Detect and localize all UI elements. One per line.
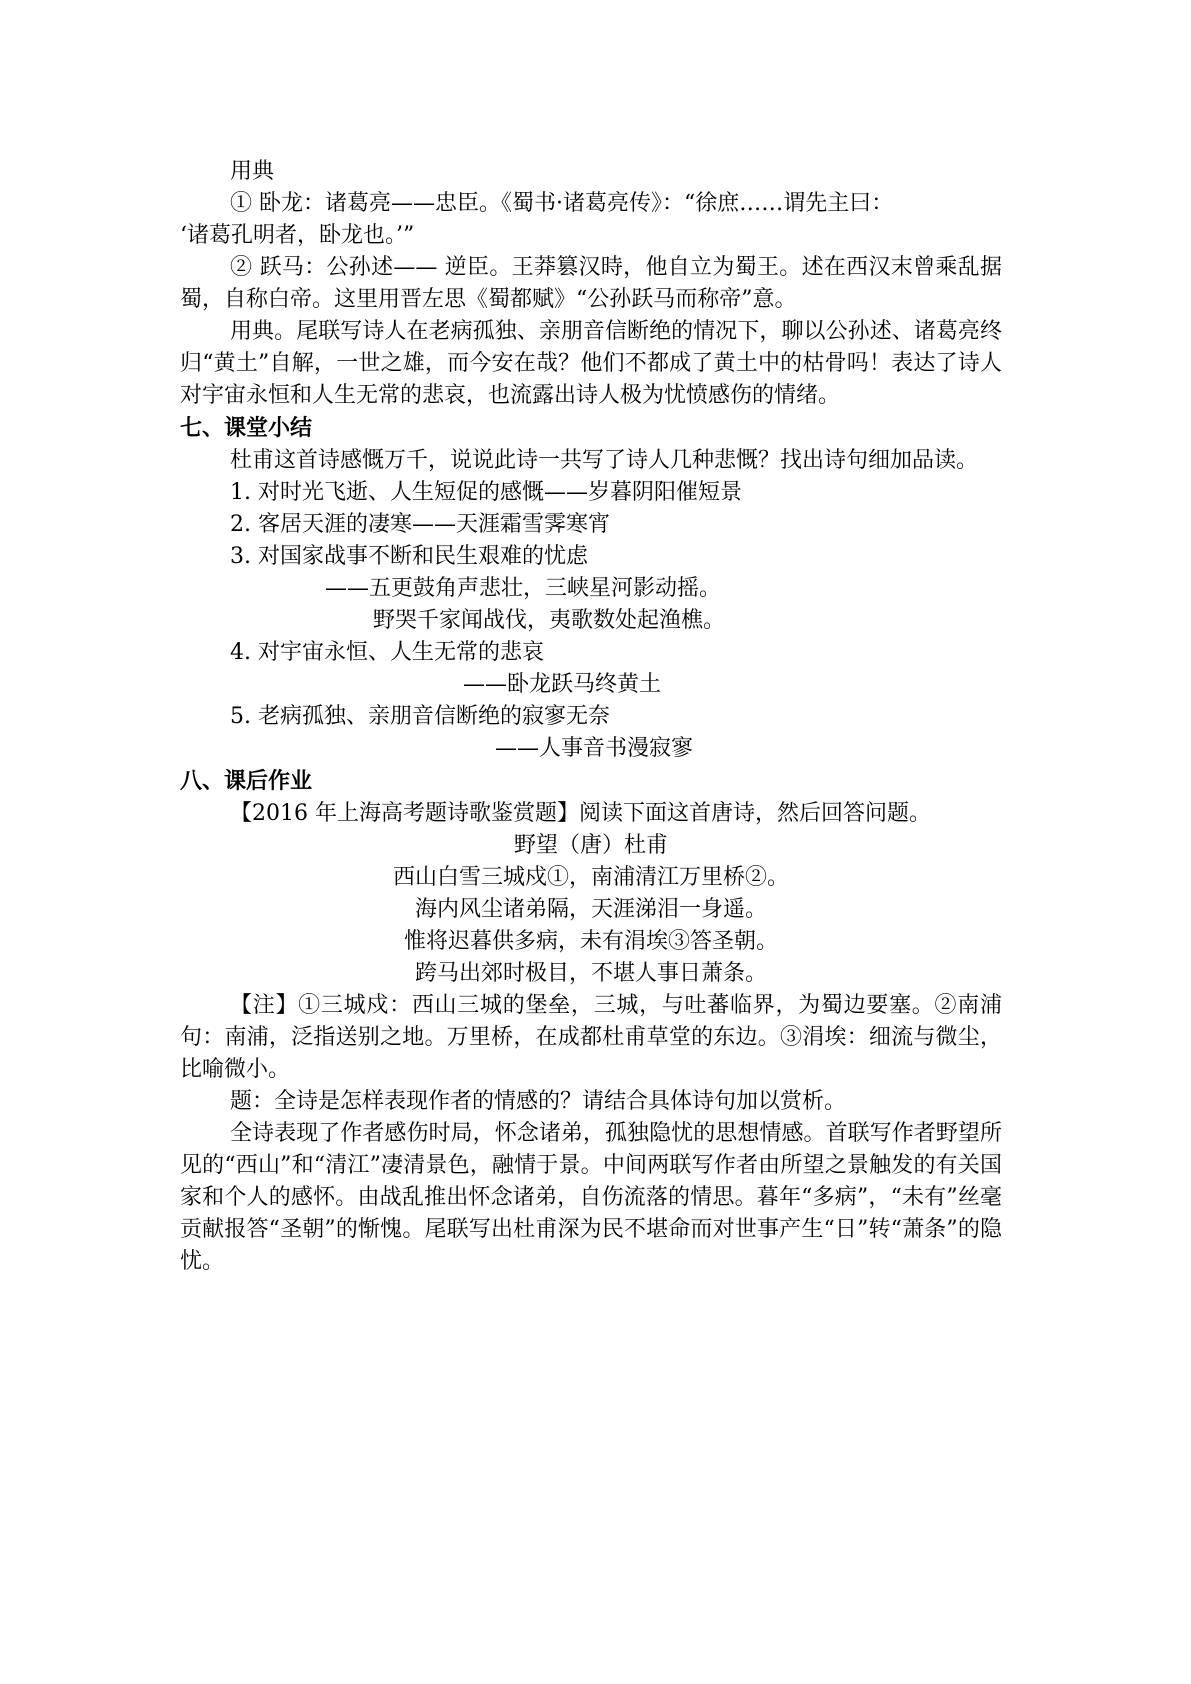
summary-item-2: 2. 客居天涯的凄寒——天涯霜雪霁寒宵 (230, 512, 610, 537)
section-heading-homework: 八、课后作业 (180, 769, 313, 794)
homework-intro: 【2016 年上海高考题诗歌鉴赏题】阅读下面这首唐诗，然后回答问题。 (230, 801, 931, 826)
summary-item-3-quote-2: 野哭千家闻战伐，夷歌数处起渔樵。 (373, 608, 726, 633)
allusion-item-yuema: ② 跃马：公孙述—— 逆臣。王莽篡汉時，他自立为蜀王。述在西汉末曾乘乱据蜀，自称白帝。这里用晋左思《蜀都赋》“公孙跃马而称帝”意。 (180, 255, 1002, 312)
homework-question: 题：全诗是怎样表现作者的情感的？请结合具体诗句加以赏析。 (230, 1089, 847, 1114)
summary-question: 杜甫这首诗感慨万千，说说此诗一共写了诗人几种悲慨？找出诗句细加品读。 (230, 448, 979, 473)
allusion-heading: 用典 (230, 159, 275, 184)
allusion-item-wolong-line2: ‘诸葛孔明者，卧龙也。’” (180, 223, 415, 248)
poem-line: 海内风尘诸弟隔，天涯涕泪一身遥。 (414, 897, 767, 922)
poem-title: 野望（唐）杜甫 (513, 833, 668, 858)
document-page (180, 156, 1002, 1278)
allusion-item-wolong-line1: ① 卧龙：诸葛亮——忠臣。《蜀书·诸葛亮传》：“徐庶……谓先主曰： (230, 191, 894, 216)
poem-line: 跨马出郊时极目，不堪人事日萧条。 (414, 961, 767, 986)
summary-item-3-quote-1: ——五更鼓角声悲壮，三峡星河影动摇。 (325, 576, 722, 601)
summary-item-5-quote: ——人事音书漫寂寥 (495, 736, 694, 761)
summary-item-5: 5. 老病孤独、亲朋音信断绝的寂寥无奈 (230, 704, 610, 729)
poem-line: 惟将迟暮供多病，未有涓埃③答圣朝。 (403, 929, 778, 954)
homework-answer: 全诗表现了作者感伤时局，怀念诸弟，孤独隐忧的思想情感。首联写作者野望所见的“西山”和“清江”凄清景色，融情于景。中间两联写作者由所望之景触发的有关国家和个人的感怀。由战乱推出怀念诸弟，自伤流落的情思。暮年“多病”，“未有”丝毫贡献报答“圣朝”的惭愧。尾联写出杜甫深为民不堪命而对世事产生“日”转“萧条”的隐忧。 (180, 1121, 1002, 1274)
summary-item-3: 3. 对国家战事不断和民生艰难的忧虑 (230, 544, 588, 569)
summary-item-4: 4. 对宇宙永恒、人生无常的悲哀 (230, 640, 544, 665)
summary-item-1: 1. 对时光飞逝、人生短促的感慨——岁暮阴阳催短景 (230, 480, 742, 505)
allusion-explanation: 用典。尾联写诗人在老病孤独、亲朋音信断绝的情况下，聊以公孙述、诸葛亮终归“黄土”自解，一世之雄，而今安在哉？他们不都成了黄土中的枯骨吗！表达了诗人对宇宙永恒和人生无常的悲哀，也流露出诗人极为忧愤感伤的情绪。 (180, 319, 1002, 408)
section-heading-summary: 七、课堂小结 (180, 416, 313, 441)
poem-line: 西山白雪三城戍①，南浦清江万里桥②。 (392, 865, 789, 890)
poem-notes: 【注】①三城戍：西山三城的堡垒，三城，与吐蕃临界，为蜀边要塞。②南浦句：南浦，泛指送别之地。万里桥，在成都杜甫草堂的东边。③涓埃：细流与微尘，比喻微小。 (180, 993, 1002, 1082)
summary-item-4-quote: ——卧龙跃马终黄土 (463, 672, 662, 697)
